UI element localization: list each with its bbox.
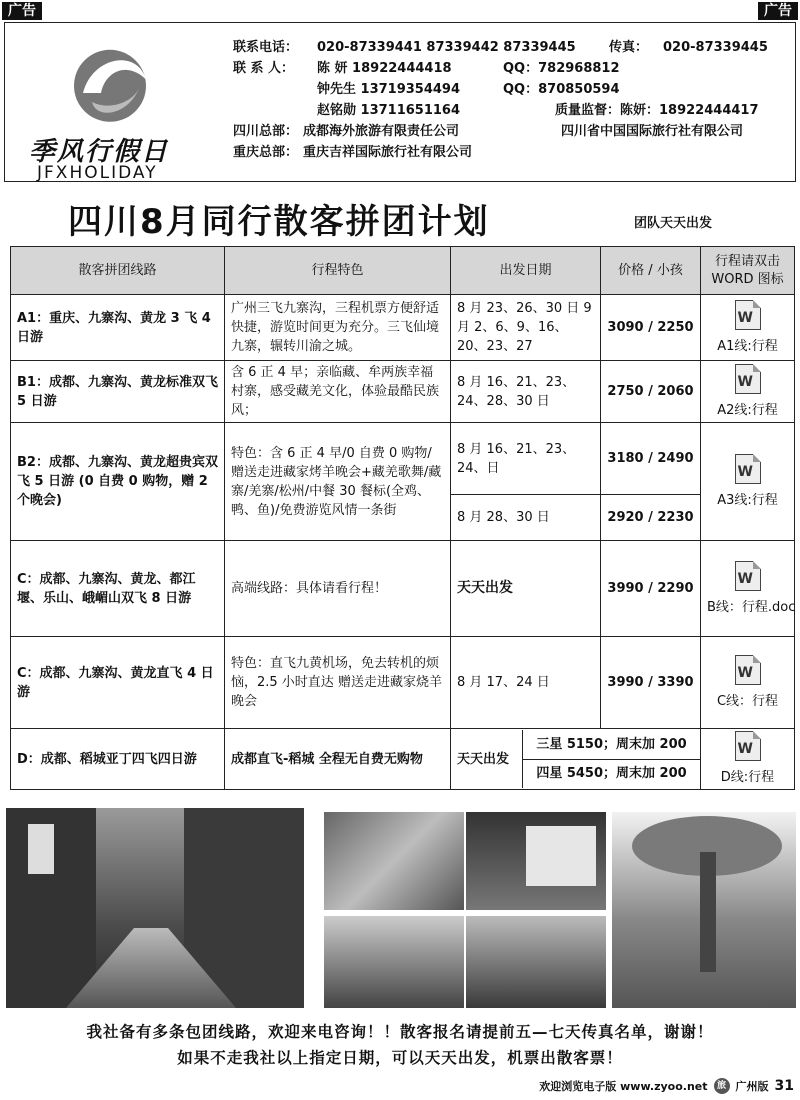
price-cell: 3990 / 2290	[601, 541, 701, 637]
date-cell: 8 月 28、30 日	[451, 495, 601, 541]
doc-label[interactable]: D线:行程	[720, 770, 775, 785]
table-row	[11, 423, 795, 495]
quality-supervisor: 质量监督：陈妍：18922444417	[555, 103, 759, 118]
footer-edition: 广州版	[735, 1080, 769, 1093]
tree-courtyard-photo	[612, 812, 796, 1008]
word-document-icon[interactable]: W	[735, 561, 761, 591]
contact-person-1: 陈 妍 18922444418	[317, 61, 452, 76]
feature-cell: 成都直飞-稻城 全程无自费无购物	[225, 729, 451, 790]
doc-link-c[interactable]	[701, 637, 795, 729]
route-cell: B1：成都、九寨沟、黄龙标准双飞 5 日游	[11, 361, 225, 423]
doc-label[interactable]: C线：行程	[716, 693, 779, 709]
footer-website[interactable]: 欢迎浏览电子版 www.zyoo.net	[539, 1080, 708, 1093]
photo-collage	[6, 808, 796, 1008]
word-document-icon[interactable]: W	[735, 300, 761, 330]
doc-label[interactable]: B线：行程.doc	[707, 599, 796, 615]
doc-label[interactable]: A3线:行程	[717, 492, 778, 508]
page-subtitle: 团队天天出发	[634, 216, 713, 231]
doc-link-b[interactable]	[701, 541, 795, 637]
fax-label: 传真：	[609, 40, 649, 55]
contact-person-2: 钟先生 13719354494	[317, 82, 461, 97]
route-cell: B2：成都、九寨沟、黄龙超贵宾双飞 5 日游 (0 自费 0 购物，赠 2 个晚会)	[11, 423, 225, 541]
contact-person-3: 赵铭勋 13711651164	[317, 103, 461, 118]
carving-photo-2	[466, 916, 606, 1008]
price-cell: 2920 / 2230	[601, 495, 701, 541]
doc-label[interactable]: A1线:行程	[717, 338, 778, 354]
route-cell: C：成都、九寨沟、黄龙直飞 4 日游	[11, 637, 225, 729]
date-cell: 8 月 17、24 日	[451, 637, 601, 729]
route-cell: A1：重庆、九寨沟、黄龙 3 飞 4 日游	[11, 295, 225, 361]
bottom-notice-1: 我社备有多条包团线路，欢迎来电咨询！！散客报名请提前五—七天传真名单，谢谢！	[86, 1023, 714, 1041]
title-row	[0, 188, 800, 240]
table-header-row	[11, 247, 795, 295]
ad-label-right: 广告	[758, 2, 798, 20]
header-box	[4, 22, 796, 182]
chongqing-hq-label: 重庆总部：	[233, 145, 299, 160]
feature-cell: 含 6 正 4 早；亲临藏、牟两族幸福村寨，感受藏羌文化，体验最酷民族风；	[225, 361, 451, 423]
price-cell: 三星 5150；周末加 200	[523, 730, 700, 760]
doc-link-a3[interactable]	[701, 423, 795, 541]
logo-chinese-name: 季风行假日	[29, 137, 170, 167]
page-title: 四川8月同行散客拼团计划	[68, 202, 490, 242]
date-cell: 8 月 16、21、23、24、日	[451, 423, 601, 495]
header-date: 出发日期	[451, 247, 601, 295]
date-cell: 8 月 23、26、30 日 9 月 2、6、9、16、20、23、27	[451, 295, 601, 361]
price-cell: 四星 5450；周末加 200	[536, 766, 687, 782]
feature-cell: 特色：含 6 正 4 早/0 自费 0 购物/赠送走进藏家烤羊晚会+藏羌歌舞/藏寨/羌寨/松州/中餐 30 餐标(全鸡、鸭、鱼)/免费游览风情一条街	[225, 423, 451, 541]
header-doc: 行程请双击 WORD 图标	[701, 247, 795, 295]
tour-plan-table	[10, 246, 795, 790]
doc-link-d[interactable]	[701, 729, 795, 790]
date-cell: 天天出发	[451, 541, 601, 637]
table-row	[11, 637, 795, 729]
date-cell: 天天出发	[451, 730, 523, 788]
feature-cell: 广州三飞九寨沟，三程机票方便舒适快捷，游览时间更为充分。三飞仙境九寨，辗转川渝之城。	[225, 295, 451, 361]
table-row	[11, 295, 795, 361]
phone-numbers: 020-87339441 87339442 87339445	[317, 40, 576, 55]
price-cell: 3180 / 2490	[601, 423, 701, 495]
phone-label: 联系电话：	[233, 40, 299, 55]
fax-number: 020-87339445	[663, 40, 768, 55]
sichuan-hq-label: 四川总部：	[233, 124, 299, 139]
feature-cell: 高端线路：具体请看行程！	[225, 541, 451, 637]
chongqing-hq: 重庆吉祥国际旅行社有限公司	[303, 145, 473, 160]
word-document-icon[interactable]: W	[735, 364, 761, 394]
price-cell: 3090 / 2250	[601, 295, 701, 361]
word-document-icon[interactable]: W	[735, 731, 761, 761]
doc-label[interactable]: A2线:行程	[717, 402, 778, 418]
sichuan-hq-1: 成都海外旅游有限责任公司	[303, 124, 460, 139]
header-route: 散客拼团线路	[11, 247, 225, 295]
date-cell: 8 月 16、21、23、24、28、30 日	[451, 361, 601, 423]
qq-2: QQ：870850594	[503, 82, 620, 97]
route-cell: D：成都、稻城亚丁四飞四日游	[11, 729, 225, 790]
page-number: 31	[774, 1078, 794, 1094]
price-cell: 3990 / 3390	[601, 637, 701, 729]
header-feature: 行程特色	[225, 247, 451, 295]
doc-link-a2[interactable]	[701, 361, 795, 423]
feature-cell: 特色：直飞九黄机场，免去转机的烦恼，2.5 小时直达 赠送走进藏家烧羊晚会	[225, 637, 451, 729]
doc-link-a1[interactable]	[701, 295, 795, 361]
logo	[25, 33, 215, 183]
header-price: 价格 / 小孩	[601, 247, 701, 295]
table-row	[11, 541, 795, 637]
ad-label-left: 广告	[2, 2, 42, 20]
qq-1: QQ：782968812	[503, 61, 620, 76]
sichuan-hq-2: 四川省中国国际旅行社有限公司	[561, 124, 744, 139]
carving-photo-1	[324, 916, 464, 1008]
date-price-cell	[451, 729, 701, 790]
price-cell: 2750 / 2060	[601, 361, 701, 423]
logo-english-name: JFXHOLIDAY	[37, 163, 158, 183]
footer-badge-icon: 旅	[714, 1078, 730, 1094]
bottom-notice-2: 如果不走我社以上指定日期，可以天天出发，机票出散客票！	[177, 1049, 623, 1067]
hall-photo	[466, 812, 606, 910]
swirl-logo-icon	[65, 39, 155, 129]
word-document-icon[interactable]: W	[735, 655, 761, 685]
teahouse-photo	[324, 812, 464, 910]
table-row	[11, 729, 795, 790]
footer	[539, 1078, 794, 1094]
table-row	[11, 361, 795, 423]
contact-person-label: 联 系 人：	[233, 61, 295, 76]
route-cell: C：成都、九寨沟、黄龙、都江堰、乐山、峨嵋山双飞 8 日游	[11, 541, 225, 637]
word-document-icon[interactable]: W	[735, 454, 761, 484]
street-photo	[6, 808, 304, 1008]
